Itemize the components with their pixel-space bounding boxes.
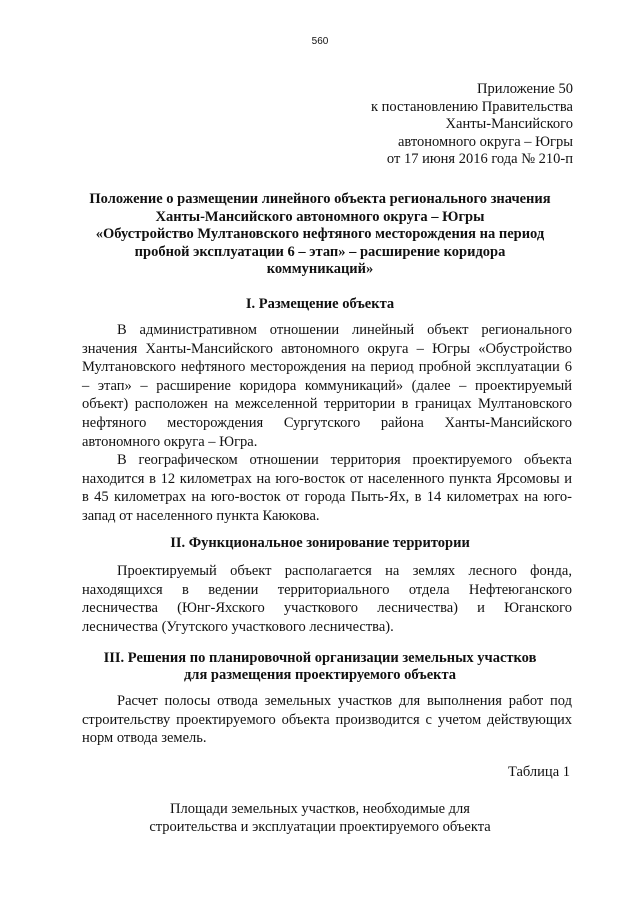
title-line: коммуникаций» (266, 261, 374, 277)
section-3-body (82, 692, 572, 748)
caption-line: Площади земельных участков, необходимые для (170, 801, 470, 817)
appendix-line: Ханты-Мансийского (445, 116, 573, 132)
paragraph: В географическом отношении территория проектируемого объекта находится в 12 километрах на юго-восток от населенного пункта Ярсомовы и в 45 километрах на юго-восток от города Пыть-Ях, в 14 километрах на юго-запад от населенного пункта Каюкова. (82, 452, 572, 524)
table-caption (0, 800, 640, 836)
paragraph: В административном отношении линейный объект регионального значения Ханты-Мансийского автономного округа – Югры «Обустройство Мултановского нефтяного месторождения на период пробной эксплуатации 6 – этап» – расширение коридора коммуникаций» (далее – проектируемый объект) расположен на межселенной территории в границах Мултановского нефтяного месторождения Сургутского района Ханты-Мансийского автономного округа – Югра. (82, 322, 572, 450)
title-line: «Обустройство Мултановского нефтяного месторождения на период (95, 226, 545, 242)
paragraph: Проектируемый объект располагается на землях лесного фонда, находящихся в ведении территориального отдела Нефтеюганского лесничества (Юнг-Яхского участкового лесничества) и Юганского лесничества (Угутского участкового лесничества). (82, 563, 572, 635)
appendix-reference (313, 81, 573, 169)
document-title (60, 191, 580, 279)
title-line: пробной эксплуатации 6 – этап» – расширение коридора (134, 243, 506, 260)
appendix-line: Приложение 50 (477, 81, 573, 97)
section-3-heading (0, 650, 640, 684)
appendix-line: автономного округа – Югры (397, 133, 573, 150)
title-line: Ханты-Мансийского автономного округа – Югры (155, 208, 485, 225)
caption-line: строительства и эксплуатации проектируемого объекта (149, 819, 491, 835)
section-2-heading: II. Функциональное зонирование территории (170, 535, 470, 551)
section-1-heading: I. Размещение объекта (245, 296, 395, 312)
page-number: 560 (311, 36, 329, 47)
heading-line: III. Решения по планировочной организации земельных участков (103, 650, 537, 666)
appendix-line: от 17 июня 2016 года № 210-п (386, 151, 573, 167)
section-1-body (82, 321, 572, 526)
appendix-line: к постановлению Правительства (371, 98, 573, 115)
heading-line: для размещения проектируемого объекта (183, 667, 457, 683)
title-line: Положение о размещении линейного объекта регионального значения (89, 191, 551, 207)
paragraph: Расчет полосы отвода земельных участков для выполнения работ под строительству проектируемого объекта производится с учетом действующих норм отвода земель. (82, 693, 572, 747)
table-label: Таблица 1 (507, 764, 570, 780)
section-2-body (82, 562, 572, 636)
